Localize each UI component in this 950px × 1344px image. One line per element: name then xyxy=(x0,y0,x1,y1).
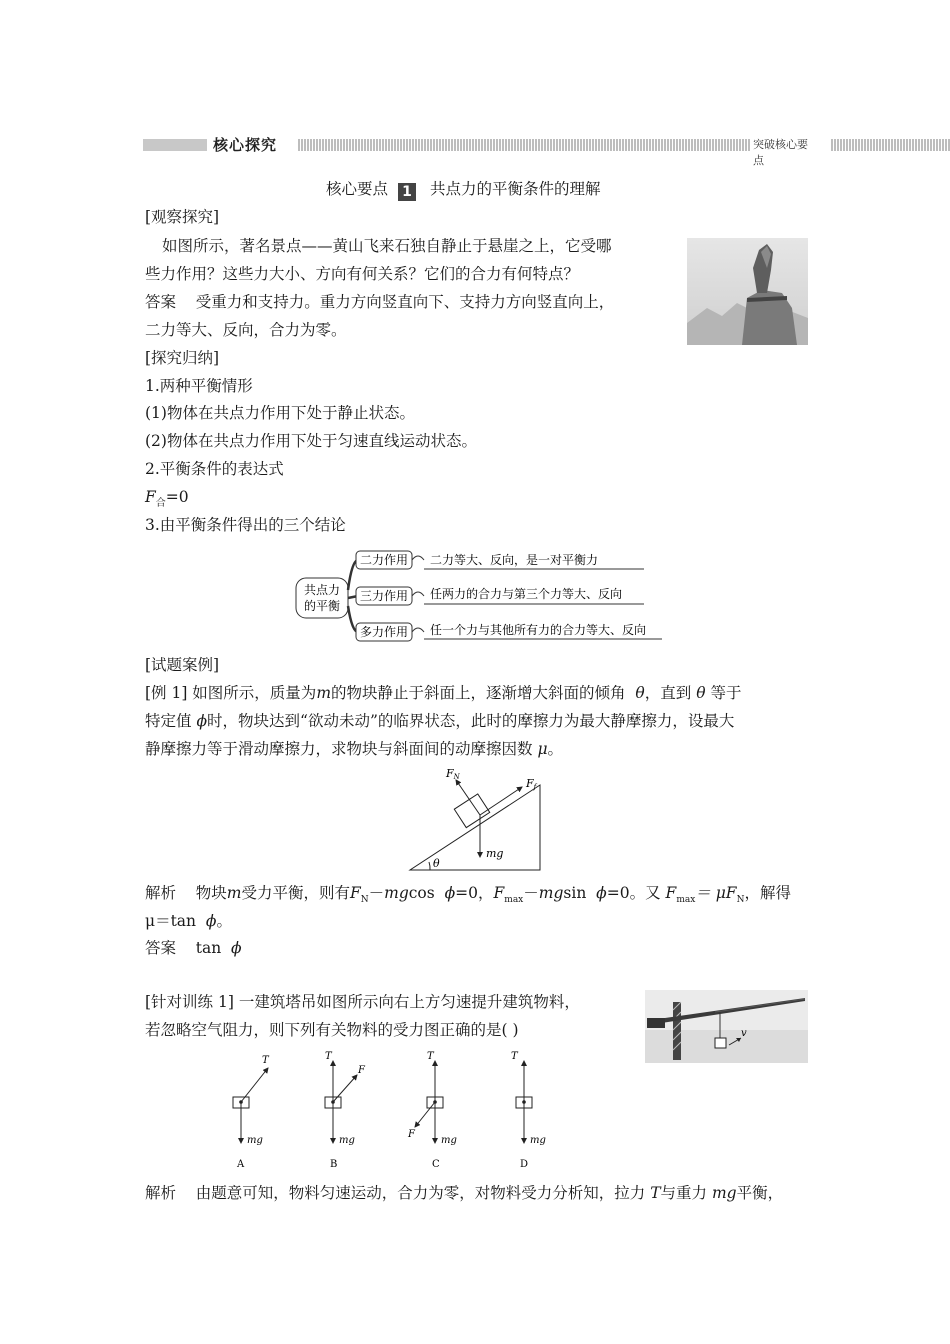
sol-minus-1: － xyxy=(368,884,385,902)
heading-number: 1 xyxy=(398,183,416,201)
heading-title: 共点力的平衡条件的理解 xyxy=(430,180,601,198)
option-a-T: T xyxy=(262,1055,269,1066)
sol-ans-tan: tan xyxy=(195,939,222,957)
example-line-1 xyxy=(145,682,741,704)
option-c-mg: mg xyxy=(441,1135,457,1146)
solution-line-1 xyxy=(145,882,791,911)
observe-answer-line-2: 二力等大、反向，合力为零。 xyxy=(145,321,347,339)
example-line-3 xyxy=(145,738,563,760)
observe-question-line-2: 些力作用？这些力大小、方向有何关系？它们的合力有何特点？ xyxy=(145,265,580,283)
incline-diagram xyxy=(400,765,550,875)
answer-text-1: 受重力和支持力。重力方向竖直向下、支持力方向竖直向上， xyxy=(195,293,615,311)
sol-phi-1: ϕ xyxy=(444,884,456,902)
final-T: T xyxy=(650,1184,661,1202)
option-c-F: F xyxy=(408,1129,415,1140)
mindmap-branch-3: 多力作用 xyxy=(359,625,409,639)
observe-question-line-1: 如图所示，著名景点——黄山飞来石独自静止于悬崖之上，它受哪 xyxy=(162,237,612,255)
solution-label: 解析 xyxy=(145,884,177,902)
example-l1-d: 等于 xyxy=(710,684,742,702)
mindmap-branch-2-text: 任两力的合力与第三个力等大、反向 xyxy=(430,587,623,601)
mindmap-branch-2: 三力作用 xyxy=(359,589,409,603)
option-c-label: C xyxy=(432,1159,440,1170)
sol-Fmax-2: F xyxy=(665,884,677,902)
sol-cos: cos xyxy=(408,884,435,902)
example-l1-c: ，直到 xyxy=(644,684,692,702)
mindmap-branch-1: 二力作用 xyxy=(359,553,409,567)
incline-block xyxy=(454,794,489,828)
final-text-1: 由题意可知，物料匀速运动，合力为零，对物料受力分析知，拉力 xyxy=(195,1184,646,1202)
sol-s1: 物块 xyxy=(195,884,227,902)
example-l2-a: 特定值 xyxy=(145,712,192,730)
summary-point-1: 1.两种平衡情形 xyxy=(145,377,253,395)
summary-label: [探究归纳] xyxy=(145,349,220,367)
example-label: [试题案例] xyxy=(145,656,220,674)
crane-v: v xyxy=(741,1028,747,1039)
sol-ans-phi: ϕ xyxy=(231,939,242,957)
formula-sub: 合 xyxy=(155,498,166,510)
solution-answer xyxy=(145,937,242,959)
section-heading xyxy=(326,177,601,201)
answer-label: 答案 xyxy=(145,293,177,311)
mindmap-center-1: 共点力 xyxy=(303,583,341,597)
final-text-2: 与重力 xyxy=(660,1184,708,1202)
feilai-rock-photo xyxy=(687,238,808,345)
sol-Fmax: F xyxy=(493,884,505,902)
section-banner xyxy=(143,136,815,167)
option-a-mg: mg xyxy=(247,1135,263,1146)
tower-crane-photo xyxy=(645,990,808,1063)
sol-s1g: ，解得 xyxy=(744,884,791,902)
final-text-3: 平衡， xyxy=(736,1184,784,1202)
sol-mg-1: mg xyxy=(384,884,409,902)
incline-mg: mg xyxy=(486,847,504,860)
example-l2-b: 时，物块达到“欲动未动”的临界状态，此时的摩擦力为最大静摩擦力，设最大 xyxy=(207,712,735,730)
sol-phi-2: ϕ xyxy=(596,884,607,902)
heading-prefix: 核心要点 xyxy=(326,180,389,198)
example-l1-b: 的物块静止于斜面上，逐渐增大斜面的倾角 xyxy=(331,684,626,702)
formula-rest: =0 xyxy=(165,488,189,506)
observe-answer-line-1 xyxy=(145,291,614,313)
summary-point-1b: (2)物体在共点力作用下处于匀速直线运动状态。 xyxy=(145,432,477,450)
sol-eq0-1: =0， xyxy=(455,884,494,902)
banner-stripes xyxy=(298,139,750,151)
sol-Fmax-sub-2: max xyxy=(676,895,696,906)
option-b-diagram xyxy=(325,1051,366,1170)
option-a-diagram xyxy=(233,1055,270,1170)
option-d-mg: mg xyxy=(530,1135,546,1146)
summary-point-1a: (1)物体在共点力作用下处于静止状态。 xyxy=(145,404,415,422)
option-d-label: D xyxy=(520,1159,529,1170)
option-b-F: F xyxy=(358,1065,365,1076)
sol-period: 。 xyxy=(216,912,232,930)
crane-load xyxy=(715,1038,726,1048)
incline-FN: FN xyxy=(446,767,460,781)
sol-FN-sub: N xyxy=(360,895,369,906)
option-b-mg: mg xyxy=(339,1135,355,1146)
var-theta-2: θ xyxy=(696,684,706,702)
option-a-label: A xyxy=(237,1159,245,1170)
var-theta: θ xyxy=(635,684,645,702)
var-mu: μ xyxy=(537,740,548,758)
banner-title: 核心探究 xyxy=(213,136,278,154)
solution-line-2 xyxy=(145,910,232,932)
mindmap-center-2: 的平衡 xyxy=(303,599,341,613)
var-phi: ϕ xyxy=(196,712,208,730)
mindmap-branch-3-text: 任一个力与其他所有力的合力等大、反向 xyxy=(430,623,647,637)
sol-phi-3: ϕ xyxy=(205,912,217,930)
example-line-2 xyxy=(145,710,734,732)
summary-formula xyxy=(145,486,189,515)
sol-eq0-2: =0。又 xyxy=(606,884,661,902)
example-l3-a: 静摩擦力等于滑动摩擦力，求物块与斜面间的动摩擦因数 xyxy=(145,740,533,758)
observe-label: [观察探究] xyxy=(145,208,220,226)
summary-point-2: 2.平衡条件的表达式 xyxy=(145,460,284,478)
banner-stripes-right xyxy=(831,139,950,151)
force-options xyxy=(215,1045,555,1175)
sol-s1b: 受力平衡，则有 xyxy=(241,884,350,902)
banner-subtitle: 突破核心要点 xyxy=(753,138,808,167)
incline-theta: θ xyxy=(433,857,440,870)
final-mg: mg xyxy=(711,1184,737,1202)
mindmap-branch-1-text: 二力等大、反向，是一对平衡力 xyxy=(430,553,599,567)
practice-label: [针对训练 1] xyxy=(145,993,234,1011)
sol-Fmax-sub: max xyxy=(504,895,524,906)
practice-solution-line xyxy=(145,1182,783,1204)
sol-sin: sin xyxy=(563,884,587,902)
incline-Ff: Ff xyxy=(526,777,537,791)
practice-line-2: 若忽略空气阻力，则下列有关物料的受力图正确的是( ) xyxy=(145,1021,519,1039)
banner-left-bar xyxy=(143,139,207,151)
option-b-T: T xyxy=(325,1051,332,1062)
practice-solution-label: 解析 xyxy=(145,1184,177,1202)
example-l3-b: 。 xyxy=(547,740,564,758)
sol-s2: μ＝tan xyxy=(145,912,197,930)
option-c-T: T xyxy=(427,1051,434,1062)
example-l1-a: [例 1] 如图所示，质量为 xyxy=(145,684,317,702)
practice-line-1 xyxy=(145,991,580,1013)
option-c-diagram xyxy=(407,1051,457,1170)
formula-F: F xyxy=(145,488,156,506)
sol-FN-sub-2: N xyxy=(736,895,745,906)
practice-l1: 一建筑塔吊如图所示向右上方匀速提升建筑物料， xyxy=(238,993,580,1011)
option-d-T: T xyxy=(511,1051,518,1062)
sol-m: m xyxy=(226,884,242,902)
sol-minus-2: － xyxy=(523,884,539,902)
option-b-label: B xyxy=(330,1159,338,1170)
var-m: m xyxy=(316,684,332,702)
sol-mu-FN: ＝ μF xyxy=(695,884,737,902)
sol-ans-label: 答案 xyxy=(145,939,177,957)
summary-point-3: 3.由平衡条件得出的三个结论 xyxy=(145,516,346,534)
option-d-diagram xyxy=(511,1051,546,1170)
sol-FN: F xyxy=(349,884,361,902)
conclusion-mindmap xyxy=(290,548,670,643)
sol-mg-2: mg xyxy=(538,884,564,902)
